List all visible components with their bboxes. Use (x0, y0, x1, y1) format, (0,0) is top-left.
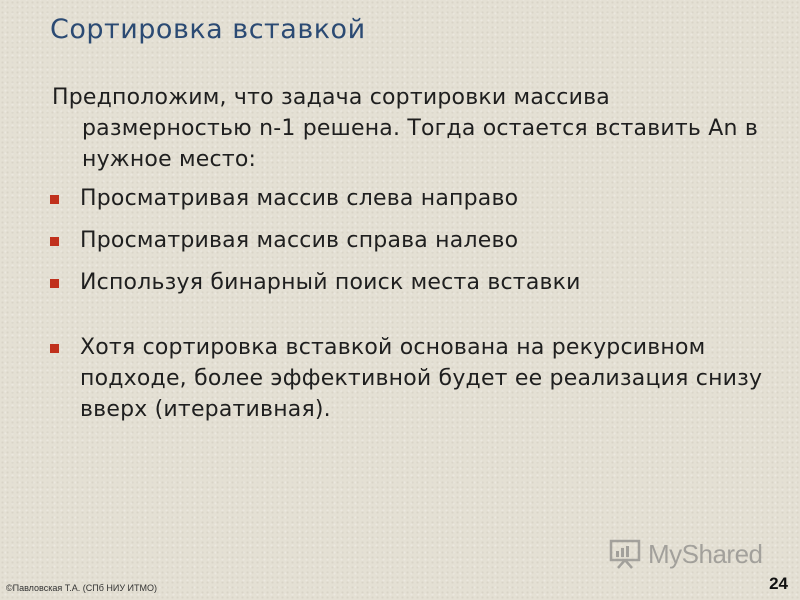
bullet-text: Хотя сортировка вставкой основана на рекурсивном подходе, более эффективной будет ее реализация снизу вверх (итеративная). (80, 335, 763, 422)
watermark-text: MyShared (648, 538, 763, 569)
page-number: 24 (769, 574, 788, 593)
intro-paragraph: Предположим, что задача сортировки массива размерностью n-1 решена. Тогда остается вставить An в нужное место: (52, 85, 758, 172)
bullet-square-icon (50, 237, 59, 246)
bullet-text: Используя бинарный поиск места вставки (80, 270, 581, 295)
bullet-text: Просматривая массив слева направо (80, 186, 519, 211)
bullet-item (50, 183, 780, 214)
presentation-board-icon (608, 538, 642, 570)
bullet-square-icon (50, 195, 59, 204)
footer-credit: ©Павловская Т.А. (СПб НИУ ИТМО) (6, 583, 158, 593)
watermark (608, 538, 763, 570)
bullet-text: Просматривая массив справа налево (80, 228, 519, 253)
bullet-square-icon (50, 344, 59, 353)
bullet-item (50, 267, 780, 298)
bullet-item (50, 225, 780, 256)
bullet-square-icon (50, 279, 59, 288)
bullet-list (50, 183, 780, 436)
bullet-item (50, 332, 780, 425)
slide-title: Сортировка вставкой (50, 14, 366, 45)
